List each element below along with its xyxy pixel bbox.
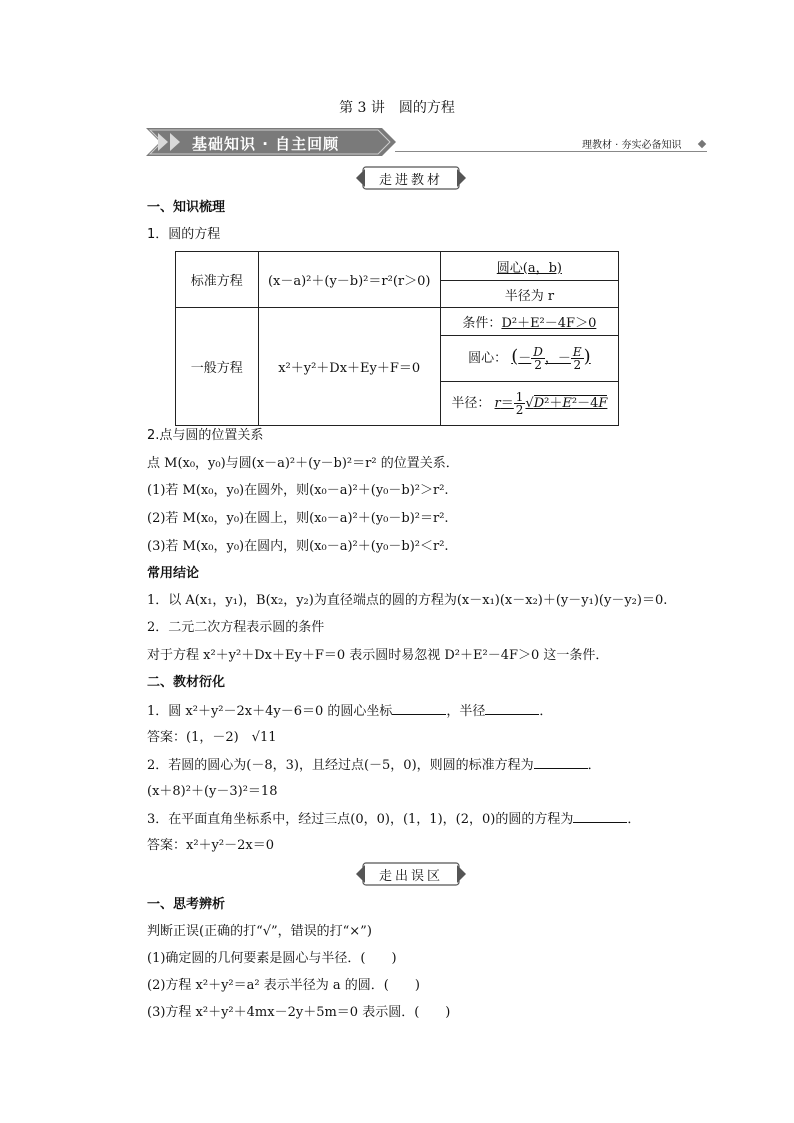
cell-general-condition: 条件：D²＋E²－4F＞0 <box>440 308 618 336</box>
text-point-relation: 点 M(x₀，y₀)与圆(x－a)²＋(y－b)²＝r² 的位置关系． <box>147 456 459 471</box>
question-1: 1．圆 x²＋y²－2x＋4y－6＝0 的圆心坐标 ，半径 ． <box>147 704 553 719</box>
cell-standard-radius: 半径为 r <box>440 281 618 308</box>
banner-title: 基础知识 · 自主回顾 <box>192 135 340 153</box>
text-conclusion-1: 1．以 A(x₁，y₁)，B(x₂，y₂)为直径端点的圆的方程为(x－x₁)(x－x₂)＋(y－y₁)(y－y₂)＝0. <box>147 593 668 608</box>
cell-standard-label: 标准方程 <box>176 252 259 308</box>
answer-3: 答案：x²＋y²－2x＝0 <box>147 838 274 853</box>
text-conclusion-2: 2．二元二次方程表示圆的条件 <box>147 620 325 635</box>
heading-textbook-derivation: 二、教材衍化 <box>147 675 226 690</box>
cell-general-label: 一般方程 <box>176 308 259 426</box>
pill-label: 走出误区 <box>378 869 443 884</box>
judge-item-1: (1)确定圆的几何要素是圆心与半径．( ) <box>147 951 397 966</box>
cell-general-radius: 半径： r＝ $\frac{1}{2}$ √D²＋E²－4F <box>440 382 618 426</box>
judge-item-2: (2)方程 x²＋y²＝a² 表示半径为 a 的圆．( ) <box>147 978 420 993</box>
pill-exit-misconceptions <box>355 862 467 886</box>
heading-thinking: 一、思考辨析 <box>147 897 226 912</box>
page-title: 第 3 讲 圆的方程 <box>339 100 455 116</box>
question-2: 2．若圆的圆心为(－8，3)，且经过点(－5，0)，则圆的标准方程为 ． <box>147 758 601 773</box>
pill-label: 走进教材 <box>378 173 443 188</box>
section-banner <box>146 127 396 161</box>
diamond-icon <box>698 140 706 148</box>
text-outside: (1)若 M(x₀，y₀)在圆外，则(x₀－a)²＋(y₀－b)²＞r². <box>147 483 449 498</box>
text-judge-intro: 判断正误(正确的打“√”，错误的打“×”) <box>147 924 372 939</box>
pill-enter-textbook <box>355 166 467 190</box>
circle-equation-table <box>175 251 619 426</box>
subheading-circle-equation: 1．圆的方程 <box>147 227 221 242</box>
answer-2: (x＋8)²＋(y－3)²＝18 <box>147 784 278 799</box>
subheading-point-circle: 2.点与圆的位置关系 <box>147 428 264 443</box>
heading-common-conclusions: 常用结论 <box>147 566 200 581</box>
banner-subtitle: 理教材 · 夯实必备知识 <box>582 140 682 151</box>
judge-item-3: (3)方程 x²＋y²＋4mx－2y＋5m＝0 表示圆．( ) <box>147 1005 451 1020</box>
cell-standard-eq: (x－a)²＋(y－b)²＝r²(r＞0) <box>258 252 440 308</box>
cell-general-eq: x²＋y²＋Dx＋Ey＋F＝0 <box>258 308 440 426</box>
question-3: 3．在平面直角坐标系中，经过三点(0，0)，(1，1)，(2，0)的圆的方程为 ． <box>147 812 641 827</box>
text-inside: (3)若 M(x₀，y₀)在圆内，则(x₀－a)²＋(y₀－b)²＜r². <box>147 539 449 554</box>
answer-1: 答案：(1，－2) √11 <box>147 730 277 745</box>
cell-standard-center: 圆心(a，b) <box>440 252 618 281</box>
text-conclusion-3: 对于方程 x²＋y²＋Dx＋Ey＋F＝0 表示圆时易忽视 D²＋E²－4F＞0 这一条件． <box>147 648 609 663</box>
banner-rule <box>395 151 707 152</box>
heading-knowledge: 一、知识梳理 <box>147 200 226 215</box>
text-on-circle: (2)若 M(x₀，y₀)在圆上，则(x₀－a)²＋(y₀－b)²＝r². <box>147 511 449 526</box>
cell-general-center: 圆心： (－ $\frac{D}{2}$ ，－ $\frac{E}{2}$ ) <box>440 336 618 382</box>
